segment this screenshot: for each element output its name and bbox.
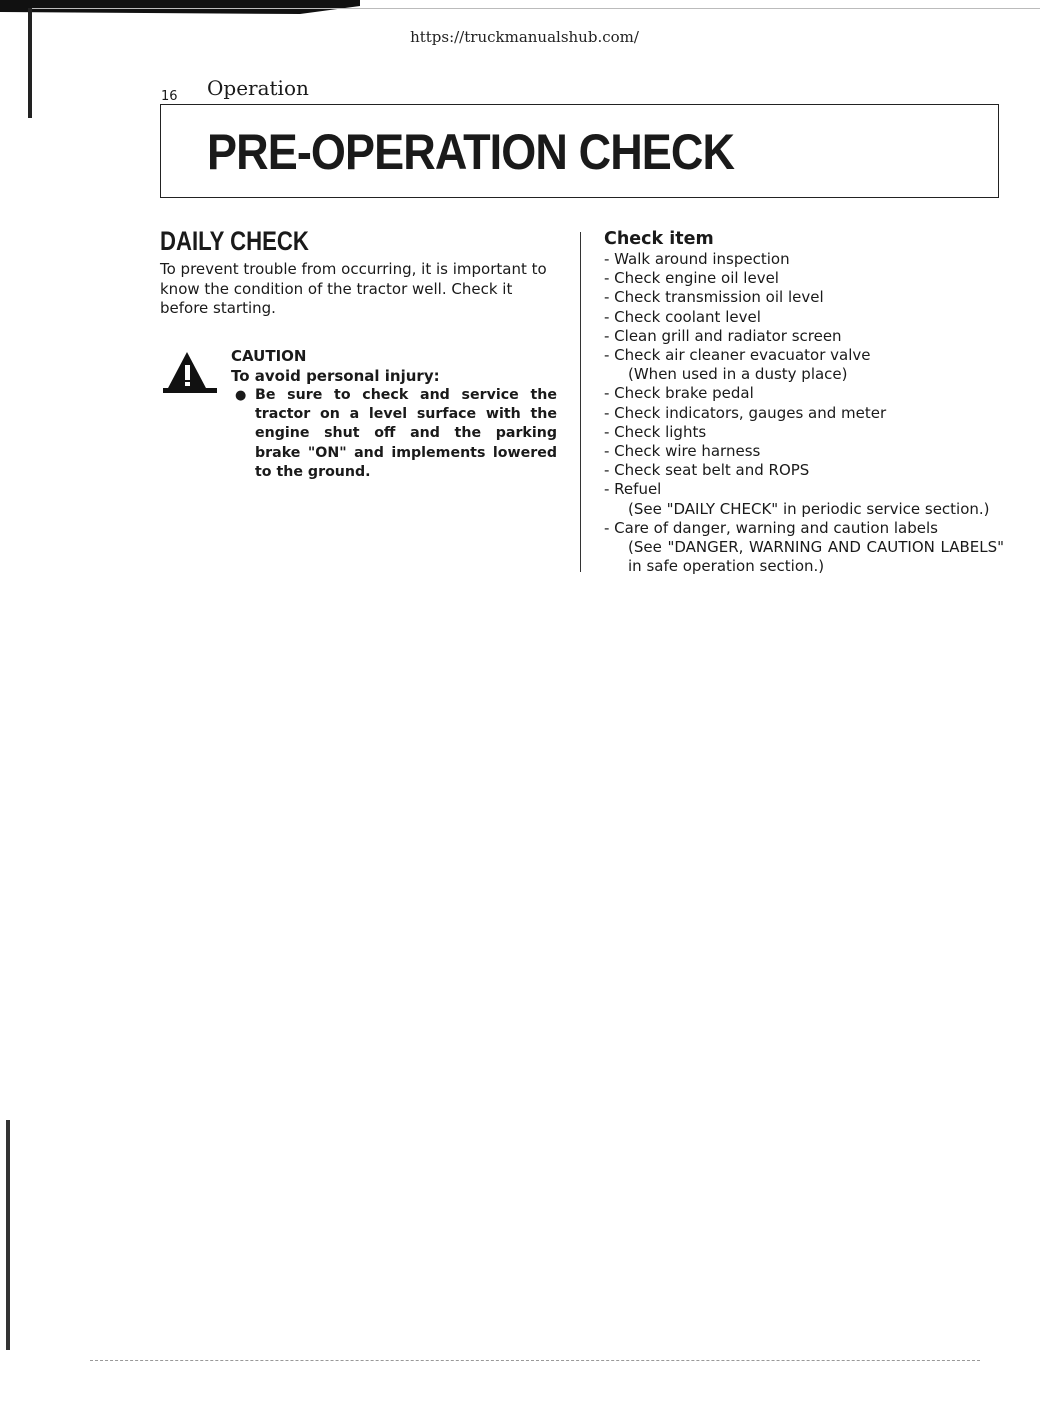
daily-check-intro: To prevent trouble from occurring, it is important to know the condition of the tractor well. Check it before starting. bbox=[160, 260, 547, 317]
page-title: PRE-OPERATION CHECK bbox=[207, 124, 735, 180]
scan-artifact-left-lower bbox=[6, 1120, 10, 1350]
caution-title: CAUTION bbox=[231, 347, 307, 365]
list-item: - Check coolant level bbox=[604, 307, 761, 326]
scan-artifact-line bbox=[30, 8, 1040, 9]
section-name: Operation bbox=[207, 76, 309, 100]
scan-artifact-left bbox=[28, 8, 32, 118]
list-item: - Refuel bbox=[604, 480, 662, 499]
warning-triangle-icon bbox=[163, 348, 217, 398]
source-url: https://truckmanualshub.com/ bbox=[410, 28, 639, 46]
list-item: - Check lights bbox=[604, 422, 707, 441]
page-number: 16 bbox=[161, 89, 178, 104]
list-item: - Care of danger, warning and caution labels bbox=[604, 518, 938, 537]
column-divider bbox=[580, 232, 581, 572]
list-item-note: (When used in a dusty place) bbox=[628, 365, 848, 384]
list-item-note: (See "DANGER, WARNING AND CAUTION LABELS" in safe operation section.) bbox=[628, 538, 1004, 576]
caution-text: Be sure to check and service the tractor on a level surface with the engine shut off and the parking brake "ON" and implements lowered to the ground. bbox=[255, 387, 557, 480]
list-item: - Check indicators, gauges and meter bbox=[604, 403, 887, 422]
list-item: - Check transmission oil level bbox=[604, 288, 824, 307]
list-item: - Clean grill and radiator screen bbox=[604, 326, 842, 345]
list-item: - Check seat belt and ROPS bbox=[604, 461, 810, 480]
daily-check-heading: DAILY CHECK bbox=[160, 226, 309, 256]
scan-artifact bbox=[0, 0, 360, 14]
check-item-heading: Check item bbox=[604, 229, 714, 249]
check-item-list bbox=[604, 250, 1004, 576]
list-item: - Check brake pedal bbox=[604, 384, 754, 403]
title-box bbox=[160, 104, 999, 198]
list-item-note: (See "DAILY CHECK" in periodic service section.) bbox=[628, 499, 990, 518]
list-item: - Check engine oil level bbox=[604, 269, 779, 288]
list-item: - Walk around inspection bbox=[604, 250, 790, 268]
list-item: - Check wire harness bbox=[604, 442, 761, 461]
caution-subtitle: To avoid personal injury: bbox=[231, 367, 440, 385]
bullet: ● bbox=[235, 388, 247, 403]
list-item: - Check air cleaner evacuator valve bbox=[604, 346, 871, 365]
scan-artifact-bottom bbox=[90, 1360, 980, 1361]
